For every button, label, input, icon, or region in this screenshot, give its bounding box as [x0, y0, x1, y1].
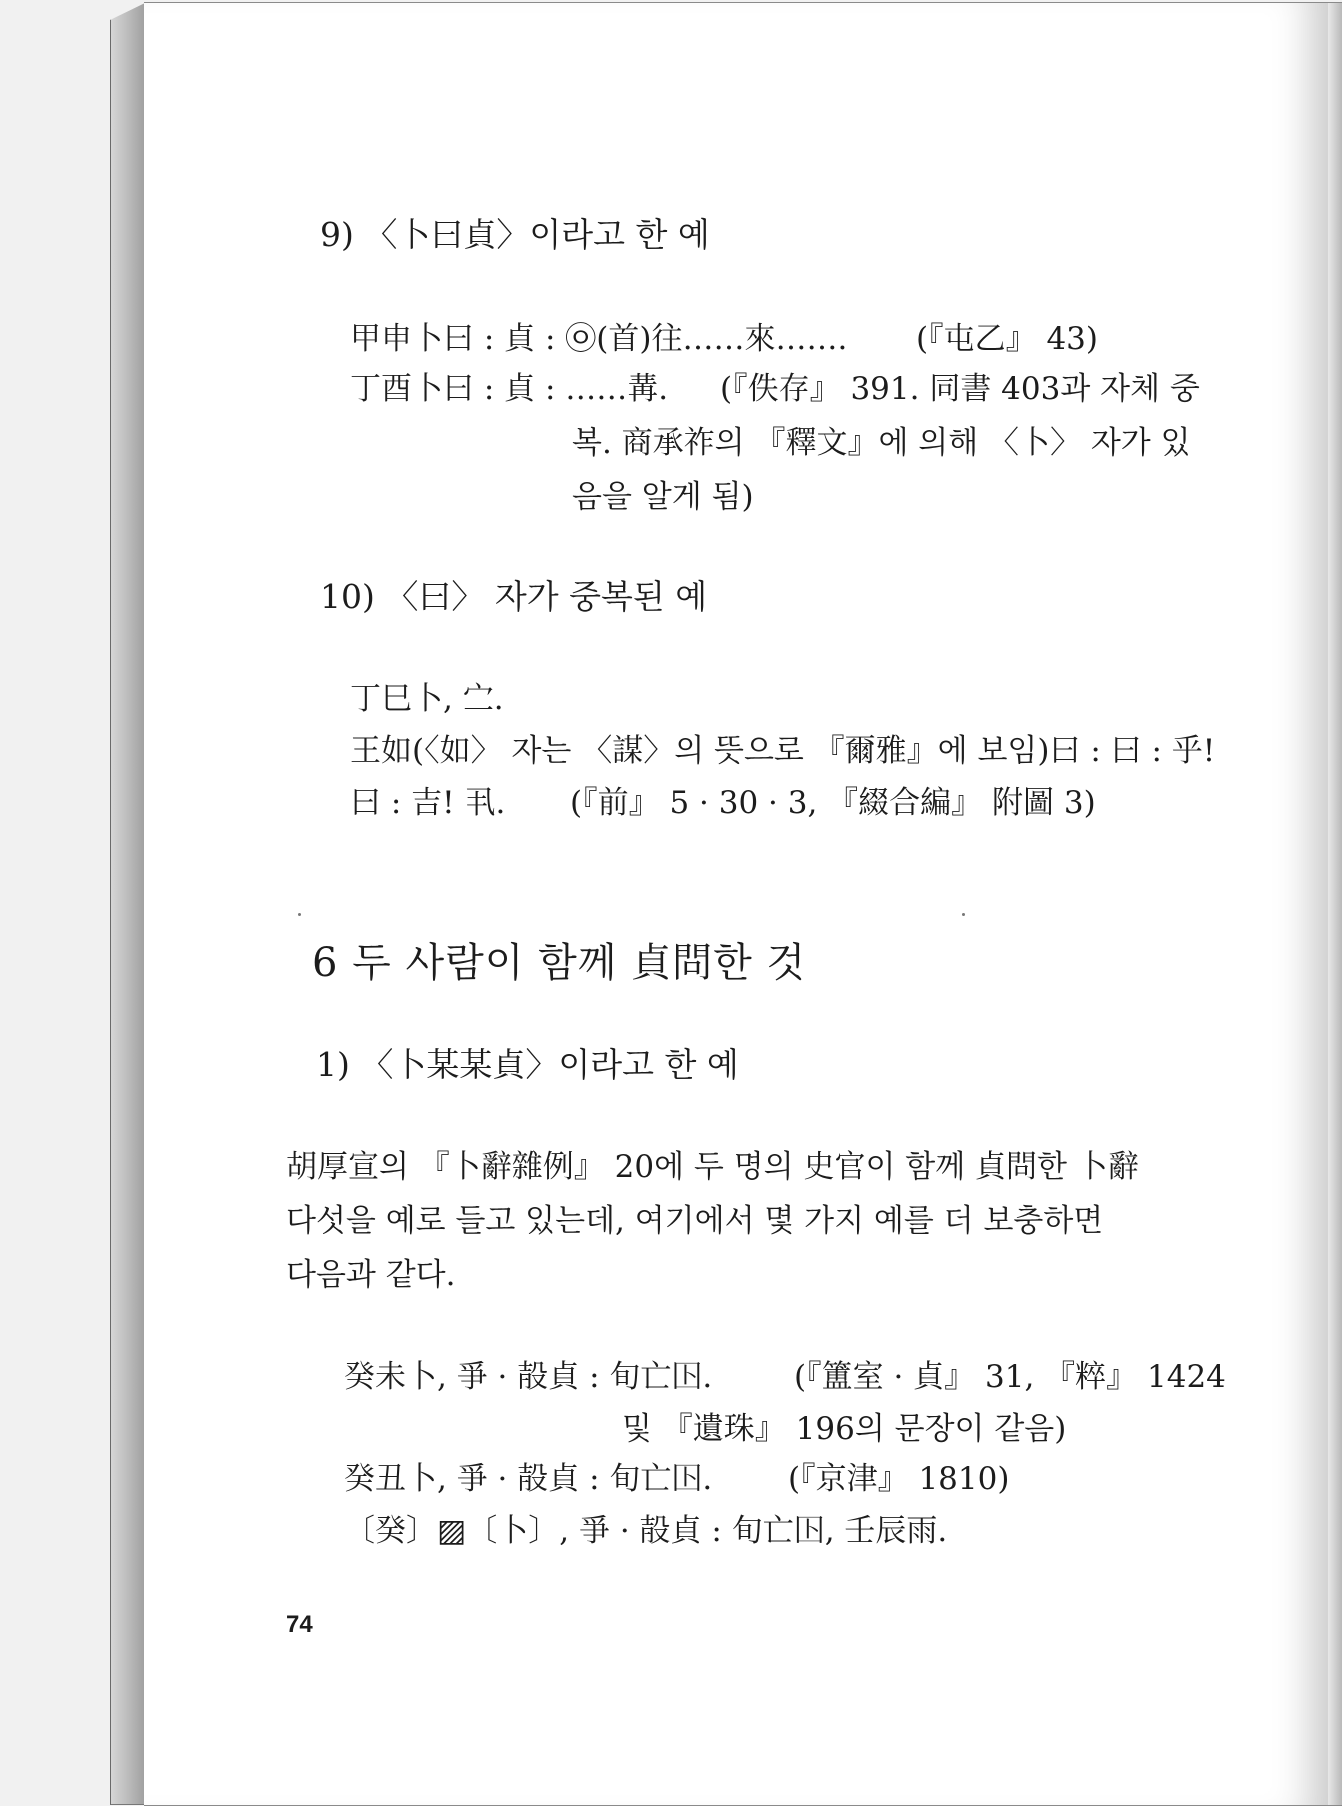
page-number: 74 — [286, 1611, 313, 1638]
paragraph-line: 다섯을 예로 들고 있는데, 여기에서 몇 가지 예를 더 보충하면 — [286, 1203, 1104, 1239]
example-reference: (『前』 5 · 30 · 3, 『綴合編』 附圖 3) — [570, 785, 1096, 821]
example-line: 甲申卜曰 : 貞 : ㉧(首)往……來……. — [350, 321, 848, 357]
example-line: 〔癸〕▨〔卜〕, 爭 · 㱿貞 : 旬亡𡆥, 壬辰雨. — [344, 1513, 948, 1549]
example-reference: (『屯乙』 43) — [916, 321, 1098, 357]
example-reference: 복. 商承祚의 『釋文』에 의해 〈卜〉 자가 있 — [572, 425, 1191, 461]
example-line: 丁酉卜曰 : 貞 : ……冓. — [350, 371, 669, 407]
book-page — [144, 2, 1342, 1806]
speck — [962, 913, 965, 916]
speck — [298, 913, 301, 916]
example-line: 曰 : 吉! 丮. — [350, 785, 506, 821]
paragraph-line: 胡厚宣의 『卜辭雜例』 20에 두 명의 史官이 함께 貞問한 卜辭 — [286, 1149, 1139, 1185]
example-line: 癸丑卜, 爭 · 㱿貞 : 旬亡𡆥. — [344, 1461, 713, 1497]
example-reference: 및 『遺珠』 196의 문장이 같음) — [622, 1411, 1067, 1447]
example-reference: (『簠室 · 貞』 31, 『粹』 1424 — [794, 1359, 1226, 1395]
paragraph-line: 다음과 같다. — [286, 1257, 456, 1293]
page-edge — [1328, 3, 1342, 1805]
example-reference: (『京津』 1810) — [788, 1461, 1010, 1497]
example-reference: (『佚存』 391. 同書 403과 자체 중 — [720, 371, 1200, 407]
example-reference: 음을 알게 됨) — [572, 479, 754, 515]
section-10-heading: 10) 〈曰〉 자가 중복된 예 — [320, 577, 708, 616]
example-line: 癸未卜, 爭 · 㱿貞 : 旬亡𡆥. — [344, 1359, 713, 1395]
chapter-6-sub-heading: 1) 〈卜某某貞〉이라고 한 예 — [316, 1045, 739, 1084]
example-line: 丁巳卜, 㝉. — [350, 681, 504, 717]
chapter-6-heading: 6 두 사람이 함께 貞問한 것 — [312, 940, 807, 986]
section-9-heading: 9) 〈卜曰貞〉이라고 한 예 — [320, 215, 710, 254]
example-line: 王如(〈如〉 자는 〈謀〉의 뜻으로 『爾雅』에 보임)曰 : 曰 : 乎! — [350, 733, 1216, 769]
book-spine — [110, 2, 147, 1805]
